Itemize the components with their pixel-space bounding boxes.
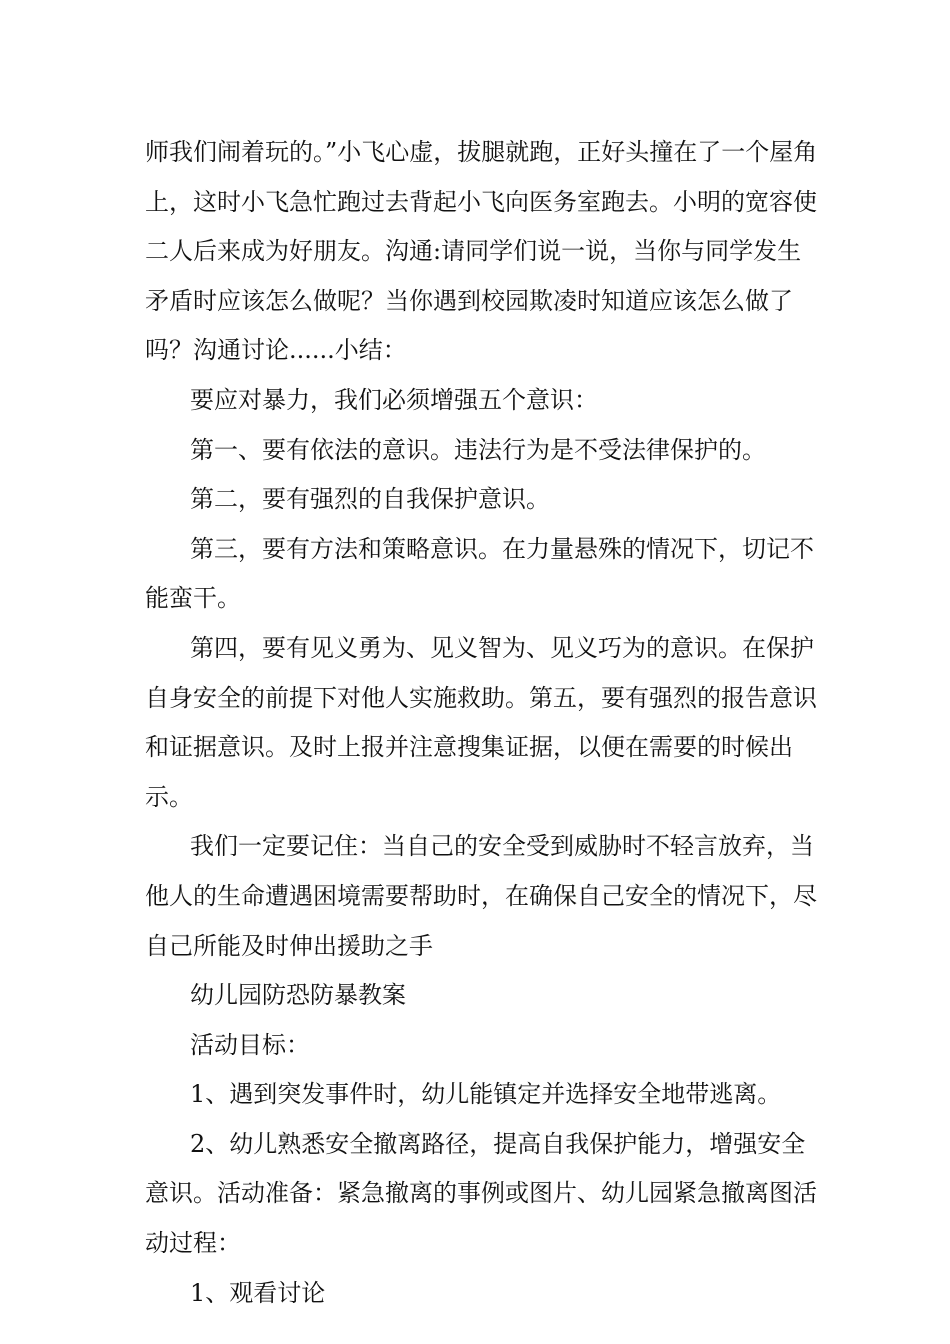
section-title: 幼儿园防恐防暴教案 <box>190 981 406 1010</box>
paragraph-story-continuation: 师我们闹着玩的。”小飞心虚，拔腿就跑，正好头撞在了一个屋角上，这时小飞急忙跑过去背起小飞向医务室跑去。小明的宽容使二人后来成为好朋友。沟通:请同学们说一说，当你与同学发生矛盾时应该怎么做呢？当你遇到校园欺凌时知道应该怎么做了吗？沟通讨论......小结： <box>145 138 818 365</box>
goal-item-1: 1、遇到突发事件时，幼儿能镇定并选择安全地带逃离。 <box>190 1080 782 1109</box>
document-body <box>145 128 825 1318</box>
paragraph-second-awareness: 第二，要有强烈的自我保护意识。 <box>190 485 550 514</box>
paragraph-fourth-fifth-awareness: 第四，要有见义勇为、见义智为、见义巧为的意识。在保护自身安全的前提下对他人实施救助。第五，要有强烈的报告意识和证据意识。及时上报并注意搜集证据，以便在需要的时候出示。 <box>145 633 817 811</box>
activity-goals-heading: 活动目标： <box>190 1030 310 1059</box>
paragraph-first-awareness: 第一、要有依法的意识。违法行为是不受法律保护的。 <box>190 435 766 464</box>
process-step-1: 1、观看讨论 <box>190 1278 326 1307</box>
paragraph-third-awareness: 第三，要有方法和策略意识。在力量悬殊的情况下，切记不能蛮干。 <box>145 534 814 613</box>
paragraph-remember: 我们一定要记住：当自己的安全受到威胁时不轻言放弃，当他人的生命遭遇困境需要帮助时，在确保自己安全的情况下，尽自己所能及时伸出援助之手 <box>145 832 817 960</box>
paragraph-five-awareness-intro: 要应对暴力，我们必须增强五个意识： <box>190 385 598 414</box>
goal-item-2-and-preparation: 2、幼儿熟悉安全撤离路径，提高自我保护能力，增强安全意识。活动准备：紧急撤离的事例或图片、幼儿园紧急撤离图活动过程： <box>145 1129 817 1258</box>
